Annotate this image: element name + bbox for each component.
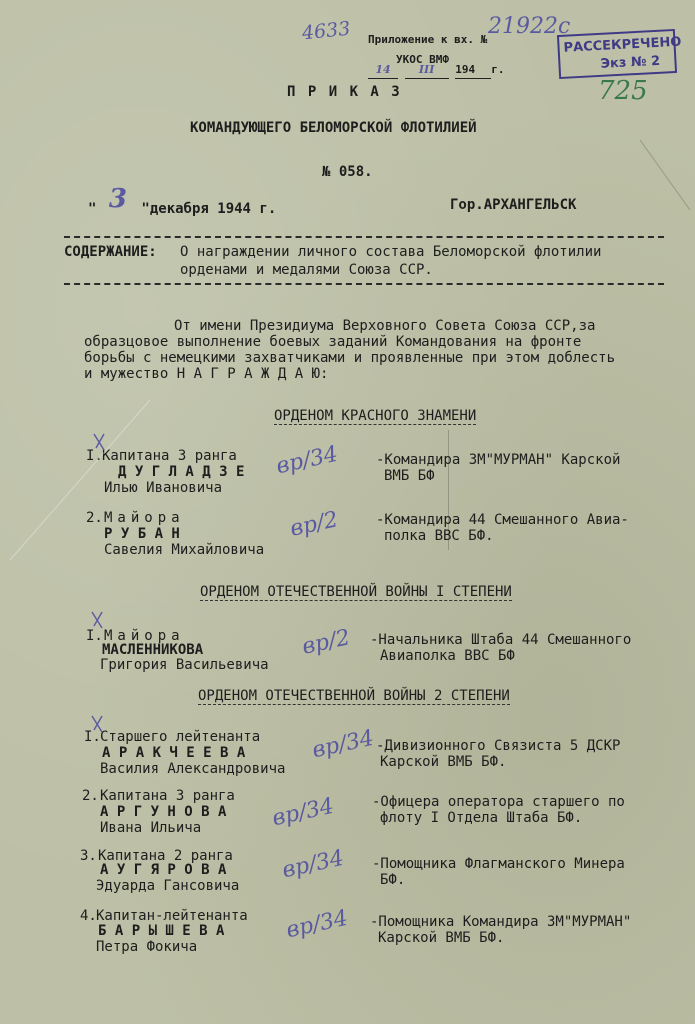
awardee-rank: Капитана 3 ранга — [100, 788, 235, 804]
awardee-position1: -Начальника Штаба 44 Смешанного — [370, 632, 632, 648]
awardee-surname: МАСЛЕННИКОВА — [102, 642, 204, 658]
awardee-surname: А У Г Я Р О В А — [100, 862, 227, 878]
awardee-number: 2. — [82, 788, 99, 804]
awardee-given: Григория Васильевича — [100, 657, 269, 673]
awardee-rank: Капитана 2 ранга — [98, 848, 233, 864]
awardee-position1: -Дивизионного Связиста 5 ДСКР — [376, 738, 621, 754]
awardee-position2: флоту I Отдела Штаба БФ. — [380, 810, 583, 826]
file-number: 4633 — [300, 17, 352, 45]
awardee-position1: -Помощника Флагманского Минера — [372, 856, 625, 872]
commander-line: КОМАНДУЮЩЕГО БЕЛОМОРСКОЙ ФЛОТИЛИЕЙ — [190, 120, 477, 136]
awardee-given: Василия Александровича — [100, 761, 286, 777]
intro-line1: От имени Президиума Верховного Совета Союза ССР,за — [174, 318, 596, 334]
date-rest: "декабря 1944 г. — [141, 201, 277, 217]
awardee-given: Эдуарда Гансовича — [96, 878, 240, 894]
awardee-rank: Капитан-лейтенанта — [96, 908, 248, 924]
receipt-month: III — [405, 62, 449, 79]
receipt-day: 14 — [368, 62, 398, 79]
order-number: № 058. — [322, 164, 373, 180]
awardee-number: 2. — [86, 510, 103, 526]
awardee-number: I. — [84, 729, 101, 745]
date-day: 3 — [108, 184, 127, 214]
awardee-position1: -Командира ЗМ"МУРМАН" Карской — [376, 452, 621, 468]
signature-mark: вр/2 — [287, 507, 341, 542]
awardee-surname: А Р Г У Н О В А — [100, 804, 227, 820]
awardee-position1: -Офицера оператора старшего по — [372, 794, 625, 810]
awardee-given: Ивана Ильича — [100, 820, 202, 836]
content-line2: орденами и медалями Союза ССР. — [180, 262, 433, 278]
appendix-label: Приложение к вх. № — [368, 33, 488, 46]
green-number: 725 — [598, 76, 648, 106]
date-quote-open: " — [88, 201, 97, 217]
signature-mark: вр/34 — [284, 905, 351, 944]
intro-line2: образцовое выполнение боевых заданий Командования на фронте — [84, 334, 582, 350]
signature-mark: вр/34 — [310, 725, 377, 764]
awardee-position1: -Командира 44 Смешанного Авиа- — [376, 512, 629, 528]
signature-mark: вр/34 — [280, 845, 347, 884]
awardee-number: 3. — [80, 848, 97, 864]
content-label: СОДЕРЖАНИЕ: — [64, 244, 157, 260]
incoming-number: 21922с — [488, 14, 571, 39]
awardee-position2: БФ. — [380, 872, 406, 888]
intro-line4: и мужество Н А Г Р А Ж Д А Ю: — [84, 366, 329, 382]
awardee-position2: ВМБ БФ — [384, 468, 435, 484]
awardee-surname: Д У Г Л А Д З Е — [118, 464, 245, 480]
awardee-position2: полка ВВС БФ. — [384, 528, 494, 544]
awardee-surname: Б А Р Ы Ш Е В А — [98, 923, 225, 939]
signature-mark: вр/34 — [270, 793, 337, 832]
awardee-rank: Старшего лейтенанта — [100, 729, 261, 745]
awardee-rank: Майора — [104, 510, 185, 526]
awardee-number: 4. — [80, 908, 97, 924]
awardee-number: I. — [86, 448, 103, 464]
awardee-rank: Майора — [104, 628, 185, 644]
awardee-position2: Карской ВМБ БФ. — [380, 754, 507, 770]
awardee-given: Петра Фокича — [96, 939, 198, 955]
awardee-surname: А Р А К Ч Е Е В А — [102, 745, 246, 761]
awardee-surname: Р У Б А Н — [104, 526, 180, 542]
awardee-given: Савелия Михайловича — [104, 542, 265, 558]
signature-mark: вр/2 — [299, 625, 353, 660]
awardee-position2: Авиаполка ВВС БФ — [380, 648, 515, 664]
awardee-given: Илью Ивановича — [104, 480, 223, 496]
intro-line3: борьбы с немецкими захватчиками и проявленные при этом доблесть — [84, 350, 616, 366]
section-heading: ОРДЕНОМ ОТЕЧЕСТВЕННОЙ ВОЙНЫ I СТЕПЕНИ — [200, 584, 512, 600]
receipt-year-suffix: г. — [491, 63, 505, 76]
order-city: Гор.АРХАНГЕЛЬСК — [450, 197, 577, 213]
content-line1: О награждении личного состава Беломорской флотилии — [180, 244, 602, 260]
section-heading: ОРДЕНОМ ОТЕЧЕСТВЕННОЙ ВОЙНЫ 2 СТЕПЕНИ — [198, 688, 510, 704]
signature-mark: вр/34 — [274, 441, 341, 480]
ukos-label: УКОС ВМФ — [396, 53, 449, 66]
awardee-position2: Карской ВМБ БФ. — [378, 930, 505, 946]
section-heading: ОРДЕНОМ КРАСНОГО ЗНАМЕНИ — [274, 408, 477, 424]
awardee-position1: -Помощника Командира ЗМ"МУРМАН" — [370, 914, 632, 930]
receipt-year: 194 — [455, 62, 491, 79]
awardee-number: I. — [86, 628, 103, 644]
stamp-line2: Экз № 2 — [600, 53, 661, 72]
awardee-rank: Капитана 3 ранга — [102, 448, 237, 464]
stamp-line1: РАССЕКРЕЧЕНО — [563, 34, 682, 56]
order-title: П Р И К А З — [287, 84, 402, 100]
